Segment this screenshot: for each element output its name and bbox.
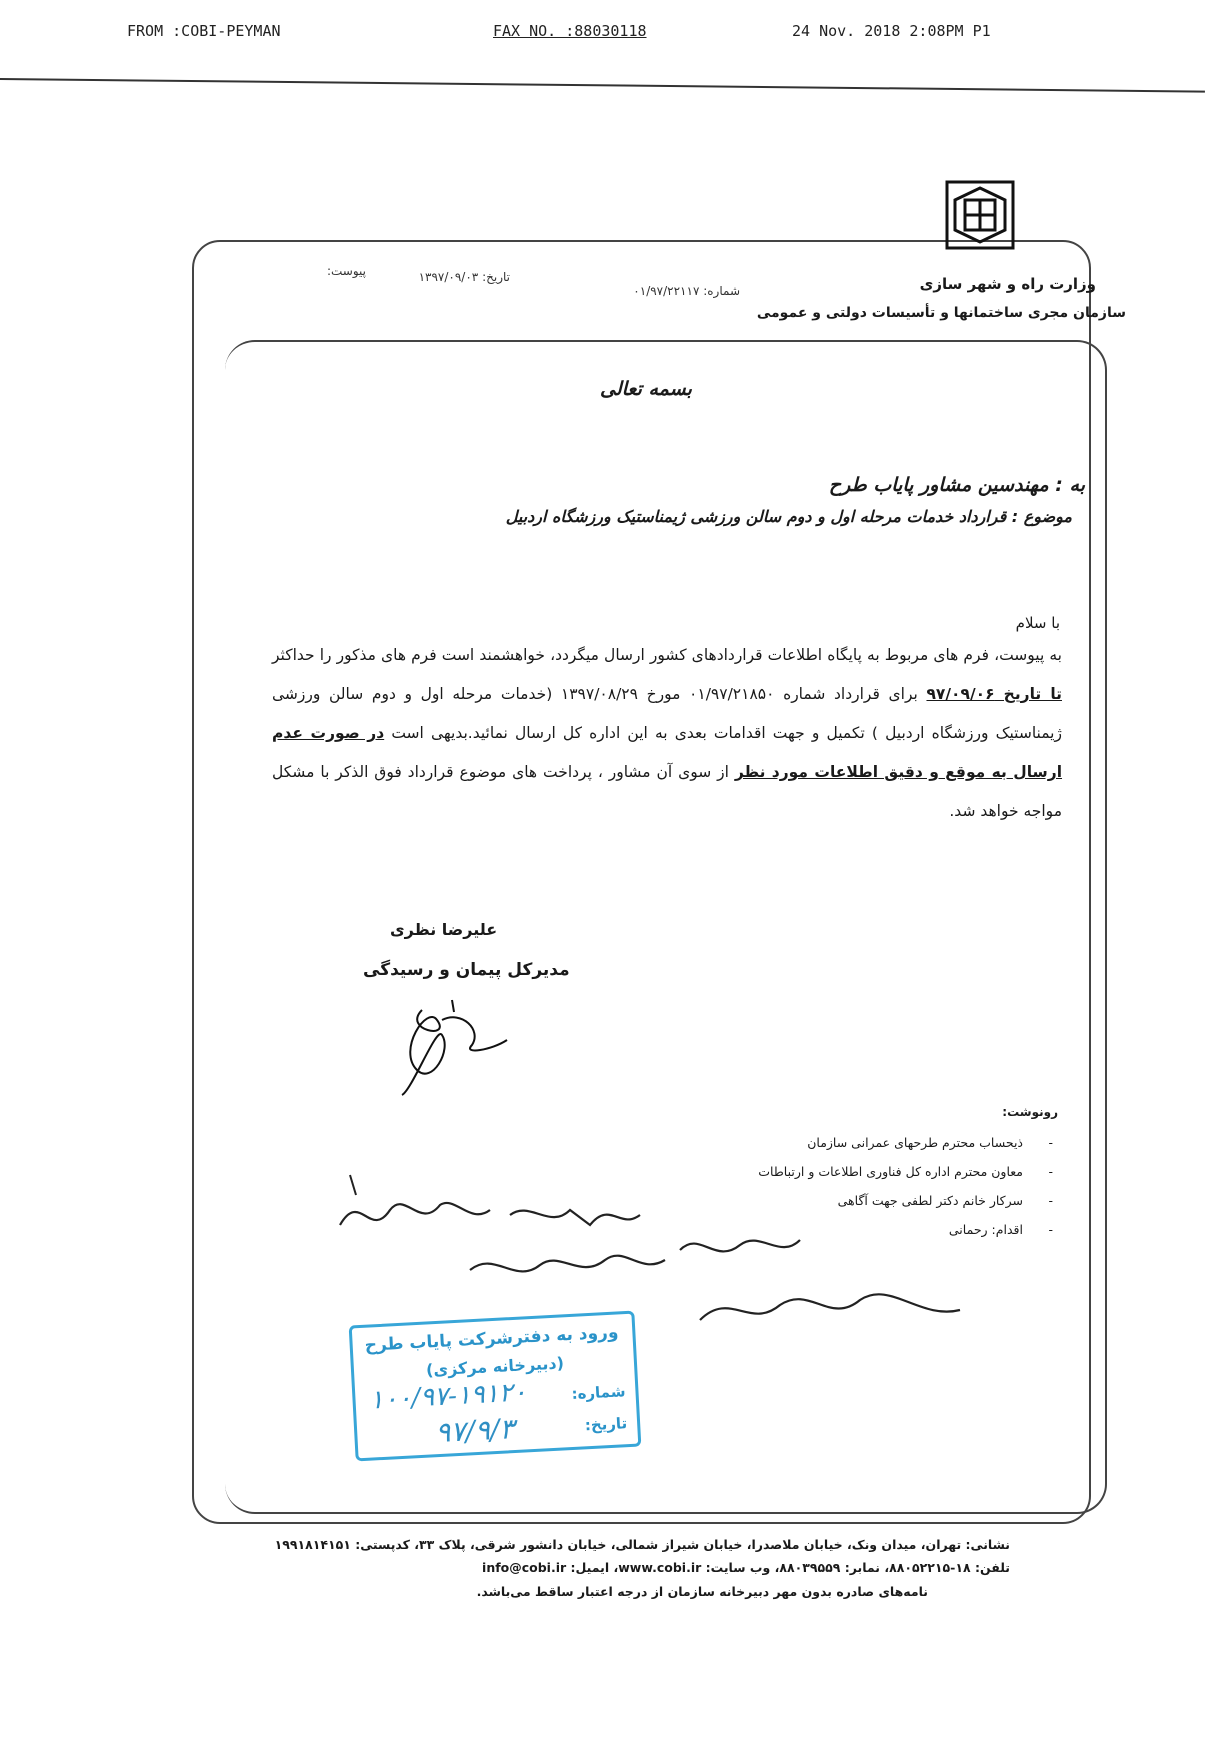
handwritten-note-icon xyxy=(320,1170,970,1340)
body-part-1: به پیوست، فرم های مربوط به پایگاه اطلاعات قراردادهای کشور ارسال میگردد، خواهشمند است فرم های مذکور را حداکثر xyxy=(272,646,1062,664)
date-label: تاریخ: xyxy=(482,270,510,284)
ministry-logo-icon xyxy=(945,180,1015,250)
letter-number xyxy=(633,284,740,298)
body-warning: در صورت عدم ارسال به موقع و دقیق اطلاعات مورد نظر xyxy=(272,724,1063,781)
signer-name: علیرضا نظری xyxy=(390,920,498,939)
recipient: به : مهندسین مشاور پایاب طرح xyxy=(828,474,1085,496)
enclosure-label: پیوست: xyxy=(326,264,366,278)
cc-item: اقدام: رحمانی - xyxy=(758,1215,1023,1244)
stamp-subtitle: (دبیرخانه مرکزی) xyxy=(425,1353,565,1380)
signature-icon xyxy=(382,990,512,1100)
subject: موضوع : قرارداد خدمات مرحله اول و دوم سالن ورزشی ژیمناستیک ورزشگاه اردبیل xyxy=(505,507,1072,526)
cc-item: معاون محترم اداره کل فناوری اطلاعات و ارتباطات - xyxy=(758,1157,1023,1186)
organization-name: سازمان مجری ساختمانها و تأسیسات دولتی و عمومی xyxy=(756,305,1126,321)
stamp-number-label: شماره: xyxy=(571,1382,626,1403)
stamp-date-label: تاریخ: xyxy=(584,1414,628,1435)
number-value: ۰۱/۹۷/۲۲۱۱۷ xyxy=(633,284,700,298)
receipt-stamp xyxy=(349,1311,642,1462)
stamp-date-value: ۹۷/۹/۳ xyxy=(434,1412,516,1450)
letter-date xyxy=(419,270,510,284)
signer-title: مدیرکل پیمان و رسیدگی xyxy=(363,960,570,980)
body-part-2: برای قرارداد شماره ۰۱/۹۷/۲۱۸۵۰ مورخ ۱۳۹۷/۰۸/۲۹ (خدمات مرحله اول و دوم سالن ورزشی ژیمناستیک ورزشگاه اردبیل ) تکمیل و جهت اقدامات بعدی به این اداره کل ارسال نمائید.بدیهی است xyxy=(272,685,1062,742)
footer-notice: نامه‌های صادره بدون مهر دبیرخانه سازمان از درجه اعتبار ساقط می‌باشد. xyxy=(476,1584,928,1599)
stamp-number-value: ۱۰۰/۹۷-۱۹۱۲۰ xyxy=(368,1377,528,1416)
fax-datetime: 24 Nov. 2018 2:08PM P1 xyxy=(792,22,991,40)
cc-label: رونوشت: xyxy=(1002,1105,1058,1119)
fax-from: FROM :COBI-PEYMAN xyxy=(127,22,281,40)
cc-item: سرکار خانم دکتر لطفی جهت آگاهی - xyxy=(758,1186,1023,1215)
body-deadline: تا تاریخ ۹۷/۰۹/۰۶ xyxy=(926,685,1062,703)
cc-item: ذیحساب محترم طرحهای عمرانی سازمان - xyxy=(758,1128,1023,1157)
letter-body xyxy=(272,636,1062,831)
ministry-name: وزارت راه و شهر سازی xyxy=(919,275,1096,293)
number-label: شماره: xyxy=(703,284,740,298)
date-value: ۱۳۹۷/۰۹/۰۳ xyxy=(418,270,479,284)
fax-divider xyxy=(0,78,1205,93)
body-part-3: از سوی آن مشاور ، پرداخت های موضوع قرارداد فوق الذکر با مشکل مواجه خواهد شد. xyxy=(272,763,1062,820)
footer-address: نشانی: تهران، میدان ونک، خیابان ملاصدرا، خیابان شیراز شمالی، خیابان دانشور شرقی، پلاک ۳۳، کدپستی: ۱۹۹۱۸۱۴۱۵۱ xyxy=(274,1537,1010,1552)
footer-contact: تلفن: ۱۸-۸۸۰۵۲۲۱۵، نمابر: ۸۸۰۳۹۵۵۹، وب سایت: www.cobi.ir، ایمیل: info@cobi.ir xyxy=(482,1560,1010,1575)
stamp-title: ورود به دفترشرکت پایاب طرح xyxy=(364,1322,619,1356)
fax-number: FAX NO. :88030118 xyxy=(493,22,647,40)
salutation: با سلام xyxy=(1015,614,1060,632)
basmala: بسمه تعالی xyxy=(600,378,692,400)
